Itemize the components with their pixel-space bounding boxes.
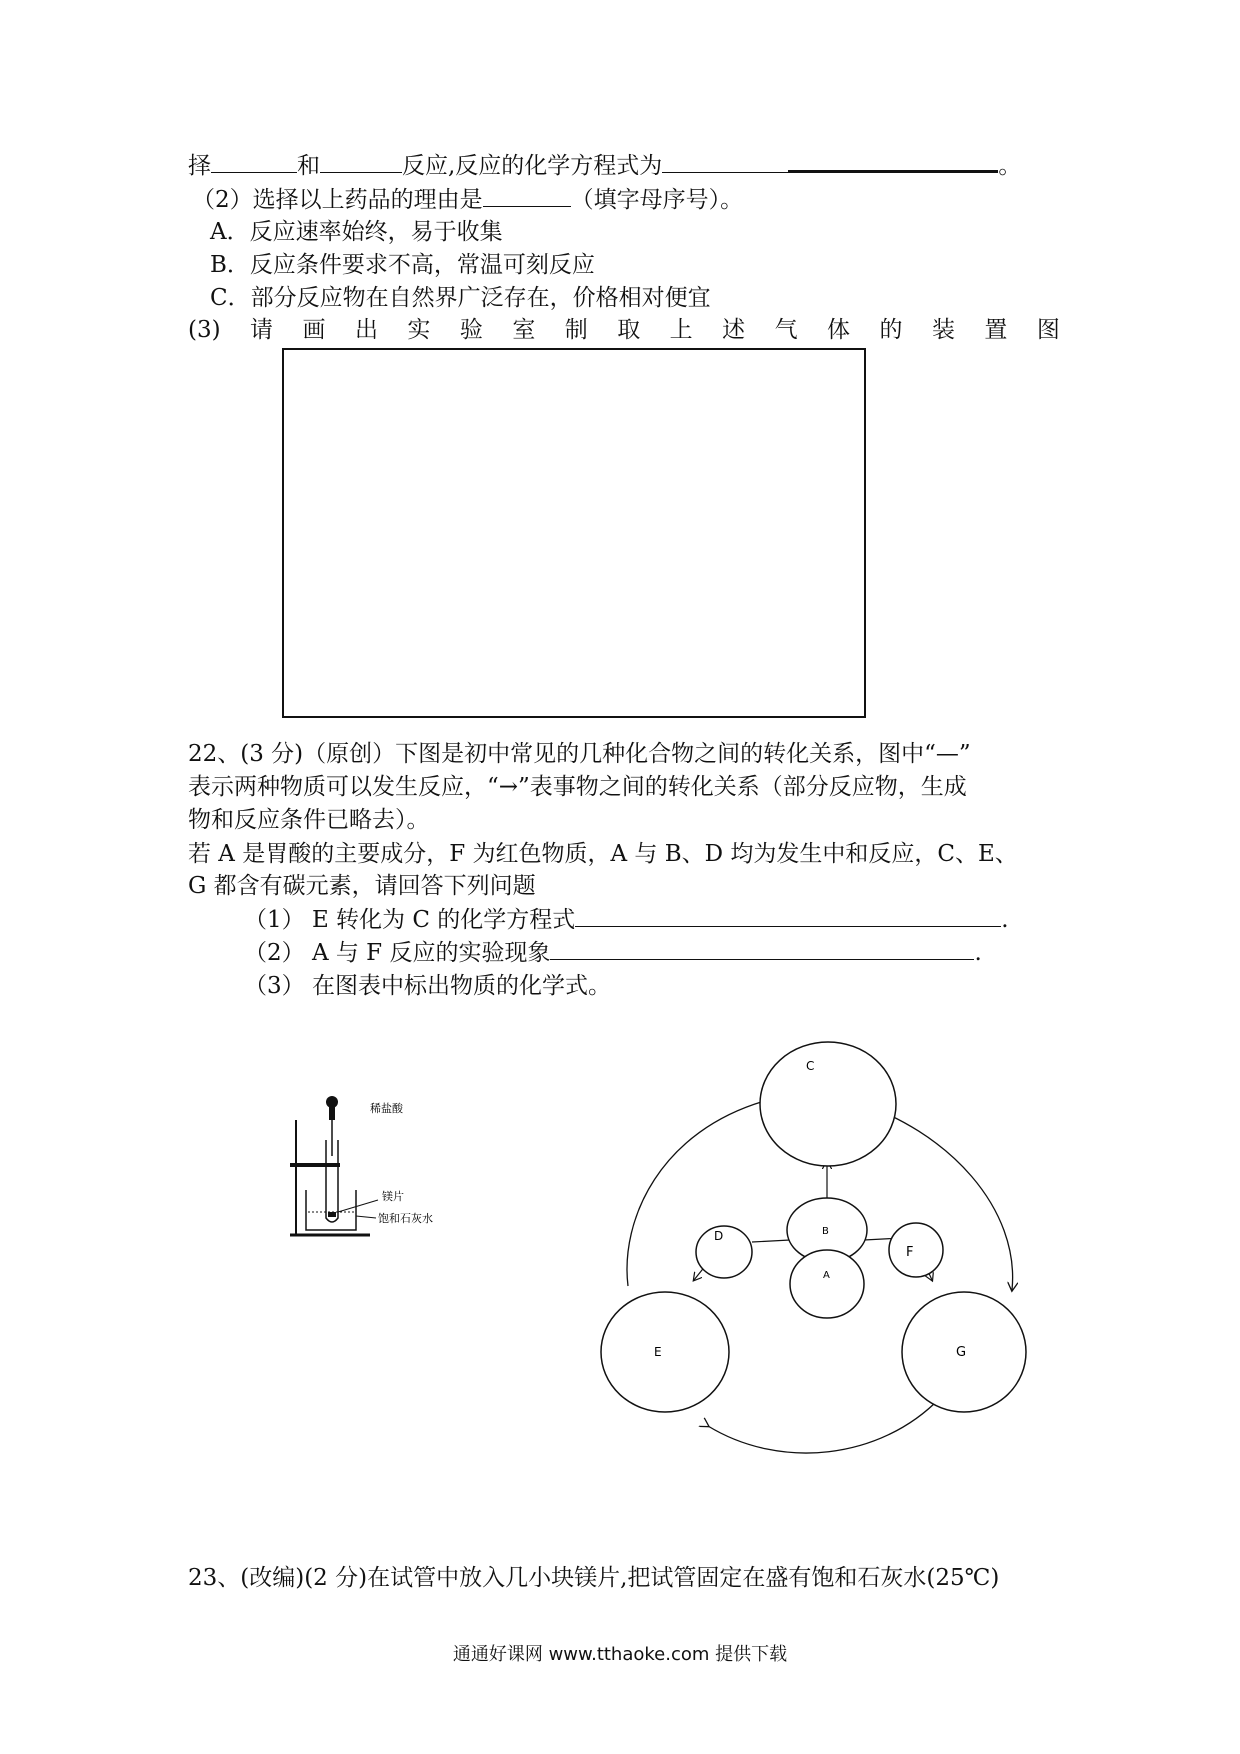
q21-line1-text3: 反应,反应的化学方程式为 (402, 153, 663, 179)
q21-line3-char: 室 (512, 317, 536, 343)
q21-line3-char: 请 (250, 317, 274, 343)
q21-option-a: A．反应速率始终，易于收集 (210, 219, 503, 245)
q22-sub2-end: . (974, 940, 982, 966)
q22-line2: 表示两种物质可以发生反应，“→”表事物之间的转化关系（部分反应物，生成 (188, 774, 967, 800)
q22-sub3: （3） 在图表中标出物质的化学式。 (244, 973, 611, 999)
q22-sub1-text: （1） E 转化为 C 的化学方程式 (244, 907, 576, 933)
q21-line3-char: 画 (302, 317, 326, 343)
node-c-label: C (806, 1059, 815, 1073)
q23-line1: 23、(改编)(2 分)在试管中放入几小块镁片,把试管固定在盛有饱和石灰水(25℃) (188, 1565, 1000, 1591)
node-c[interactable] (760, 1042, 896, 1166)
q21-line3-char: 上 (669, 317, 693, 343)
q22-line5: G 都含有碳元素，请回答下列问题 (188, 873, 536, 899)
q21-line3-char: 出 (354, 317, 378, 343)
q22-line1: 22、(3 分)（原创）下图是初中常见的几种化合物之间的转化关系，图中“—” (188, 741, 971, 767)
q22-sub1 (244, 904, 1009, 936)
node-f-label: F (906, 1245, 914, 1260)
q21-line2-text2: （填字母序号）。 (570, 187, 744, 213)
q21-line1-end: 。 (998, 153, 1022, 179)
node-b-label: B (822, 1226, 829, 1237)
page-footer: 通通好课网 www.tthaoke.com 提供下载 (452, 1644, 788, 1665)
q21-line3-char: 置 (984, 317, 1008, 343)
node-a-label: A (823, 1270, 830, 1281)
node-a[interactable] (790, 1250, 864, 1318)
q21-line3-char: 图 (1036, 317, 1060, 343)
node-g[interactable] (902, 1292, 1026, 1412)
label-dilute-hcl: 稀盐酸 (370, 1102, 403, 1115)
apparatus-illustration (270, 1090, 500, 1250)
q21-line3-char: 装 (931, 317, 955, 343)
q22-sub2-text: （2） A 与 F 反应的实验现象 (244, 940, 551, 966)
node-d[interactable] (696, 1226, 752, 1278)
q21-line2-text1: （2）选择以上药品的理由是 (192, 187, 483, 213)
q21-option-c: C．部分反应物在自然界广泛存在，价格相对便宜 (210, 285, 711, 311)
q21-line3 (188, 314, 1060, 346)
conversion-diagram (600, 1030, 1040, 1460)
q22-sub2 (244, 937, 982, 969)
q21-option-b: B．反应条件要求不高，常温可刻反应 (210, 252, 595, 278)
blank-reason[interactable] (483, 186, 571, 207)
label-magnesium: 镁片 (382, 1190, 404, 1203)
blank-a-f-phenomenon[interactable] (550, 939, 974, 960)
node-f[interactable] (889, 1223, 943, 1277)
q22-sub1-end: . (1001, 907, 1009, 933)
blank-reactant-2[interactable] (320, 152, 402, 173)
blank-equation-part2[interactable] (788, 150, 998, 173)
q21-line3-char: 制 (564, 317, 588, 343)
q21-line3-char: 体 (827, 317, 851, 343)
node-e-label: E (654, 1345, 662, 1359)
blank-e-to-c-equation[interactable] (575, 906, 1001, 927)
q21-line3-char: 验 (459, 317, 483, 343)
q21-line3-char: 实 (407, 317, 431, 343)
q21-line3-char: 取 (617, 317, 641, 343)
q21-line3-char: 的 (879, 317, 903, 343)
q22-line3: 物和反应条件已略去）。 (188, 807, 430, 833)
blank-equation-part1[interactable] (662, 152, 788, 173)
q21-line3-char: 述 (722, 317, 746, 343)
node-d-label: D (714, 1229, 724, 1243)
q21-line1-text2: 和 (297, 153, 320, 179)
q21-line3-char: (3) (188, 317, 221, 343)
apparatus-drawing-box[interactable] (282, 348, 866, 718)
q21-line3-char: 气 (774, 317, 798, 343)
q21-line1-text1: 择 (188, 153, 211, 179)
q21-line1 (188, 150, 1021, 182)
node-e[interactable] (601, 1292, 729, 1412)
label-limewater: 饱和石灰水 (378, 1212, 433, 1225)
q22-line4: 若 A 是胃酸的主要成分，F 为红色物质，A 与 B、D 均为发生中和反应，C、E、 (188, 841, 1018, 867)
blank-reactant-1[interactable] (211, 152, 297, 173)
q21-line2 (192, 184, 743, 216)
node-g-label: G (956, 1345, 967, 1360)
